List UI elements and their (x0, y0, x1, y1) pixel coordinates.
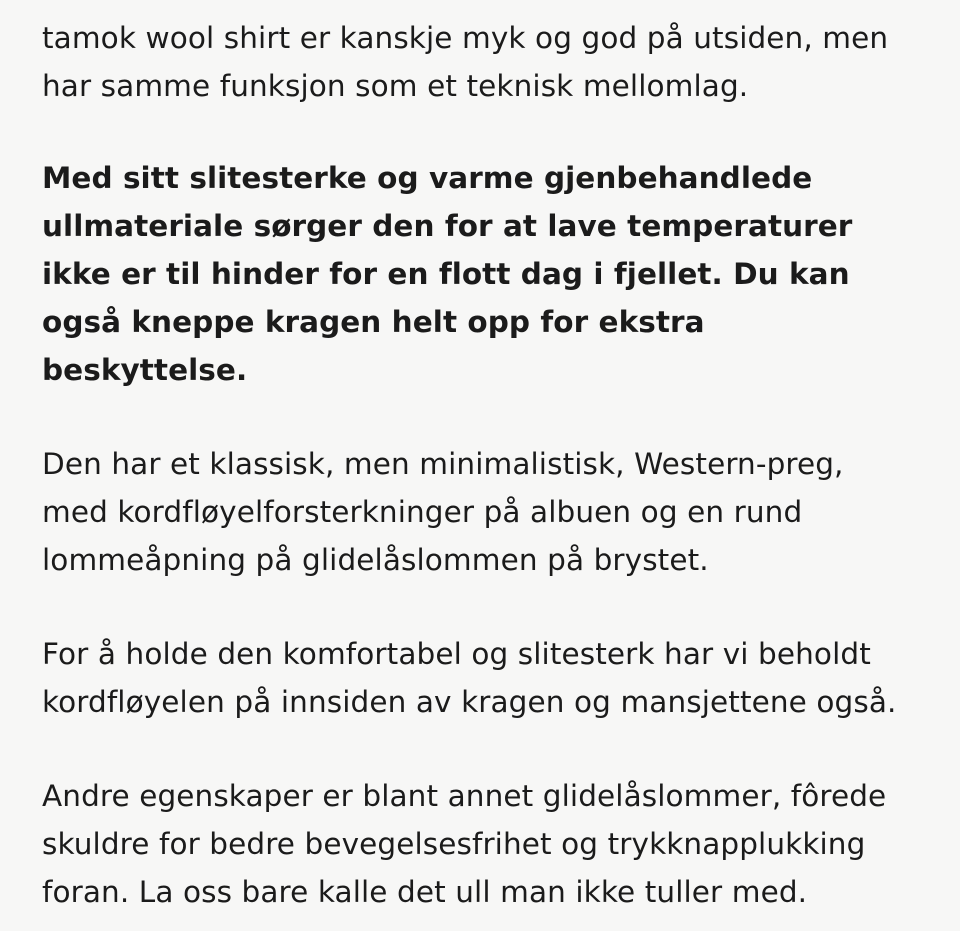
description-paragraph-4: For å holde den komfortabel og slitesterk har vi beholdt kordfløyelen på innsiden av kragen og mansjettene også. (42, 637, 897, 719)
description-paragraph-3: Den har et klassisk, men minimalistisk, Western-preg, med kordfløyelforsterkninger på albuen og en rund lommeåpning på glidelåslommen på brystet. (42, 447, 844, 577)
description-paragraph-2: Med sitt slitesterke og varme gjenbehandlede ullmateriale sørger den for at lave temperaturer ikke er til hinder for en flott dag i fjellet. Du kan også kneppe kragen helt opp for ekstra beskyttelse. (42, 161, 853, 387)
description-paragraph-5: Andre egenskaper er blant annet glidelåslommer, fôrede skuldre for bedre bevegelsesfrihet og trykknapplukking foran. La oss bare kalle det ull man ikke tuller med. (42, 779, 887, 909)
description-paragraph-1: tamok wool shirt er kanskje myk og god på utsiden, men har samme funksjon som et teknisk mellomlag. (42, 21, 889, 103)
